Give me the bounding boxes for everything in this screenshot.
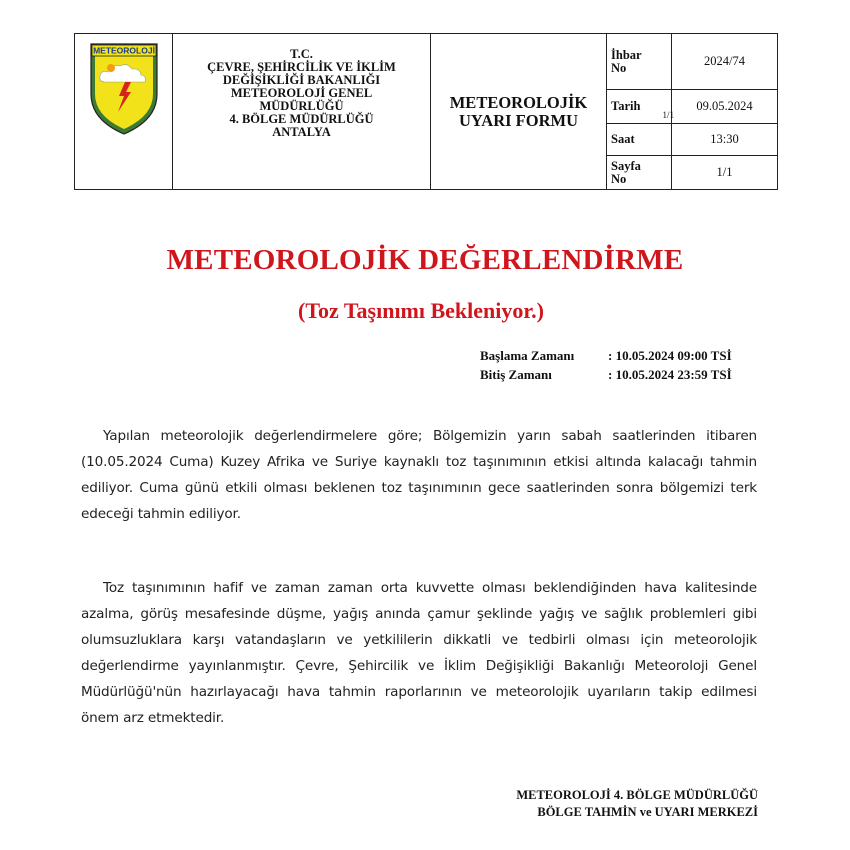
time-range <box>480 346 732 384</box>
start-time-value: : 10.05.2024 09:00 TSİ <box>608 348 732 363</box>
signature-line-1: METEOROLOJİ 4. BÖLGE MÜDÜRLÜĞÜ <box>516 788 758 802</box>
body-paragraph-2: Toz taşınımının hafif ve zaman zaman orta kuvvette olması beklendiğinden hava kalitesinde azalma, görüş mesafesinde düşme, yağış anında çamur şeklinde yağış ve sağlık problemleri gibi olumsuzluklara karşı vatandaşların ve yetkililerin dikkatli ve tedbirli olması için meteorolojik değerlendirme yayınlanmıştır. Çevre, Şehircilik ve İklim Değişikliği Bakanlığı Meteoroloji Genel Müdürlüğü'nün hazırlayacağı hava tahmin raporlarının ve meteorolojik uyarıların takip edilmesi önem arz etmektedir. <box>81 580 757 726</box>
logo-cell <box>75 34 173 190</box>
sayfa-value: 1/1 <box>672 156 778 190</box>
body-paragraph-1: Yapılan meteorolojik değerlendirmelere göre; Bölgemizin yarın sabah saatlerinden itibaren (10.05.2024 Cuma) Kuzey Afrika ve Suriye kaynaklı toz taşınımının etkisi altında kalacağı tahmin ediliyor. Cuma günü etkili olması beklenen toz taşınımının gece saatlerinden sonra bölgemizi terk edeceği tahmin ediliyor. <box>81 428 757 522</box>
saat-value: 13:30 <box>672 124 778 156</box>
ministry-line: METEOROLOJİ GENEL <box>230 86 373 100</box>
tarih-value: 09.05.2024 <box>672 90 778 124</box>
header-table <box>74 33 778 190</box>
document-title: METEOROLOJİK DEĞERLENDİRME <box>166 244 684 276</box>
start-time-row <box>480 346 732 365</box>
end-time-label: Bitiş Zamanı <box>480 367 552 382</box>
ministry-line: DEĞİŞİKLİĞİ BAKANLIĞI <box>222 73 381 87</box>
end-time-row <box>480 365 732 384</box>
start-time-label: Başlama Zamanı <box>480 348 575 363</box>
ihbar-label-line: İhbar <box>611 47 642 62</box>
ministry-line: T.C. <box>290 47 313 61</box>
ministry-line: ÇEVRE, ŞEHİRCİLİK VE İKLİM <box>207 60 396 74</box>
ministry-line: MÜDÜRLÜĞÜ <box>259 99 344 113</box>
ihbar-label <box>607 34 672 90</box>
ministry-cell <box>173 34 431 190</box>
logo-text: METEOROLOJİ <box>92 45 155 56</box>
tarih-small-text: 1/1 <box>662 110 674 120</box>
ihbar-label-line: No <box>611 60 627 75</box>
end-time-value: : 10.05.2024 23:59 TSİ <box>608 367 732 382</box>
sayfa-label <box>607 156 672 190</box>
sayfa-label-line: Sayfa <box>611 158 641 173</box>
saat-label: Saat <box>607 124 672 156</box>
tarih-label <box>607 90 672 124</box>
ministry-line: 4. BÖLGE MÜDÜRLÜĞÜ <box>229 112 374 126</box>
tarih-label-text: Tarih <box>611 99 641 113</box>
form-title-line: METEOROLOJİK <box>449 92 588 112</box>
ihbar-value: 2024/74 <box>672 34 778 90</box>
document-subtitle: (Toz Taşınımı Bekleniyor.) <box>298 298 544 323</box>
signature-block <box>516 787 758 821</box>
form-title-line: UYARI FORMU <box>458 110 578 130</box>
sayfa-label-line: No <box>611 171 627 186</box>
meteoroloji-logo-icon <box>89 42 159 136</box>
form-title-cell <box>431 34 607 190</box>
signature-line-2: BÖLGE TAHMİN ve UYARI MERKEZİ <box>537 805 758 819</box>
ministry-line: ANTALYA <box>272 125 331 139</box>
